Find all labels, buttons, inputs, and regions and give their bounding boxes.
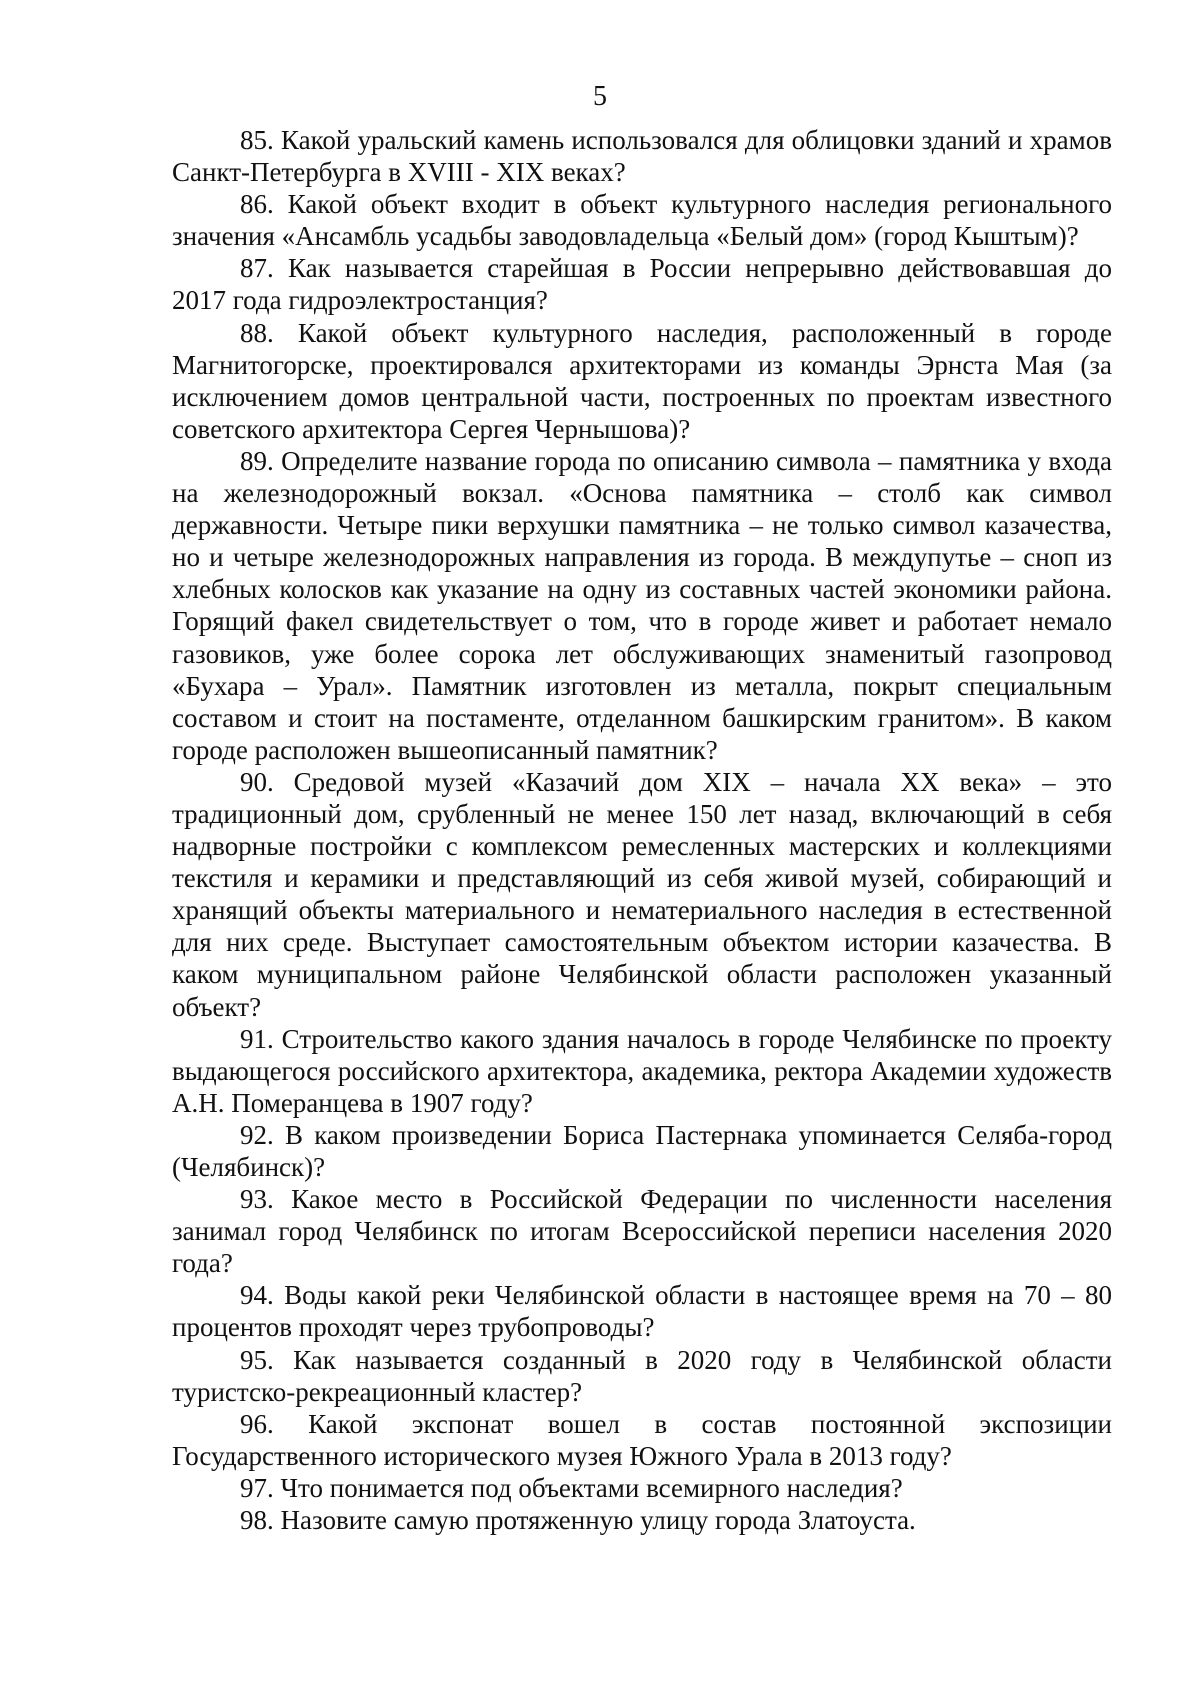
question-list [172,124,1112,1536]
question-95: 95. Как называется созданный в 2020 году в Челябинской области туристско-рекреационный кластер? [172,1344,1112,1407]
question-93: 93. Какое место в Российской Федерации по численности населения занимал город Челябинск по итогам Всероссийской переписи населения 2020 года? [172,1184,1112,1279]
question-96: 96. Какой экспонат вошел в состав постоянной экспозиции Государственного исторического музея Южного Урала в 2013 году? [172,1408,1112,1471]
question-89: 89. Определите название города по описанию символа – памятника у входа на железнодорожный вокзал. «Основа памятника – столб как символ державности. Четыре пики верхушки памятника – не только символ казачества, но и четыре железнодорожных направления из города. В междупутье – сноп из хлебных колосков как указание на одну из составных частей экономики района. Горящий факел свидетельствует о том, что в городе живет и работает немало газовиков, уже более сорока лет обслуживающих знаменитый газопровод «Бухара – Урал». Памятник изготовлен из металла, покрыт специальным составом и стоит на постаменте, отделанном башкирским гранитом». В каком городе расположен вышеописанный памятник? [172,445,1112,765]
question-90: 90. Средовой музей «Казачий дом XIX – начала XX века» – это традиционный дом, срубленный не менее 150 лет назад, включающий в себя надворные постройки с комплексом ремесленных мастерских и коллекциями текстиля и керамики и представляющий из себя живой музей, собирающий и хранящий объекты материального и нематериального наследия в естественной для них среде. Выступает самостоятельным объектом истории казачества. В каком муниципальном районе Челябинской области расположен указанный объект? [172,766,1112,1022]
question-87: 87. Как называется старейшая в России непрерывно действовавшая до 2017 года гидроэлектростанция? [172,253,1112,316]
question-85: 85. Какой уральский камень использовался для облицовки зданий и храмов Санкт-Петербурга в XVIII - XIX веках? [172,125,1112,188]
question-94: 94. Воды какой реки Челябинской области в настоящее время на 70 – 80 процентов проходят через трубопроводы? [172,1280,1112,1343]
question-98: 98. Назовите самую протяженную улицу города Златоуста. [240,1505,916,1536]
question-92: 92. В каком произведении Бориса Пастернака упоминается Селяба-город (Челябинск)? [172,1119,1112,1182]
question-88: 88. Какой объект культурного наследия, расположенный в городе Магнитогорске, проектировался архитекторами из команды Эрнста Мая (за исключением домов центральной части, построенных по проектам известного советского архитектора Сергея Чернышова)? [172,317,1112,444]
question-86: 86. Какой объект входит в объект культурного наследия регионального значения «Ансамбль усадьбы заводовладельца «Белый дом» (город Кыштым)? [172,189,1112,252]
question-97: 97. Что понимается под объектами всемирного наследия? [240,1472,903,1503]
question-91: 91. Строительство какого здания началось в городе Челябинске по проекту выдающегося российского архитектора, академика, ректора Академии художеств А.Н. Померанцева в 1907 году? [172,1023,1112,1118]
page-number: 5 [593,81,607,112]
